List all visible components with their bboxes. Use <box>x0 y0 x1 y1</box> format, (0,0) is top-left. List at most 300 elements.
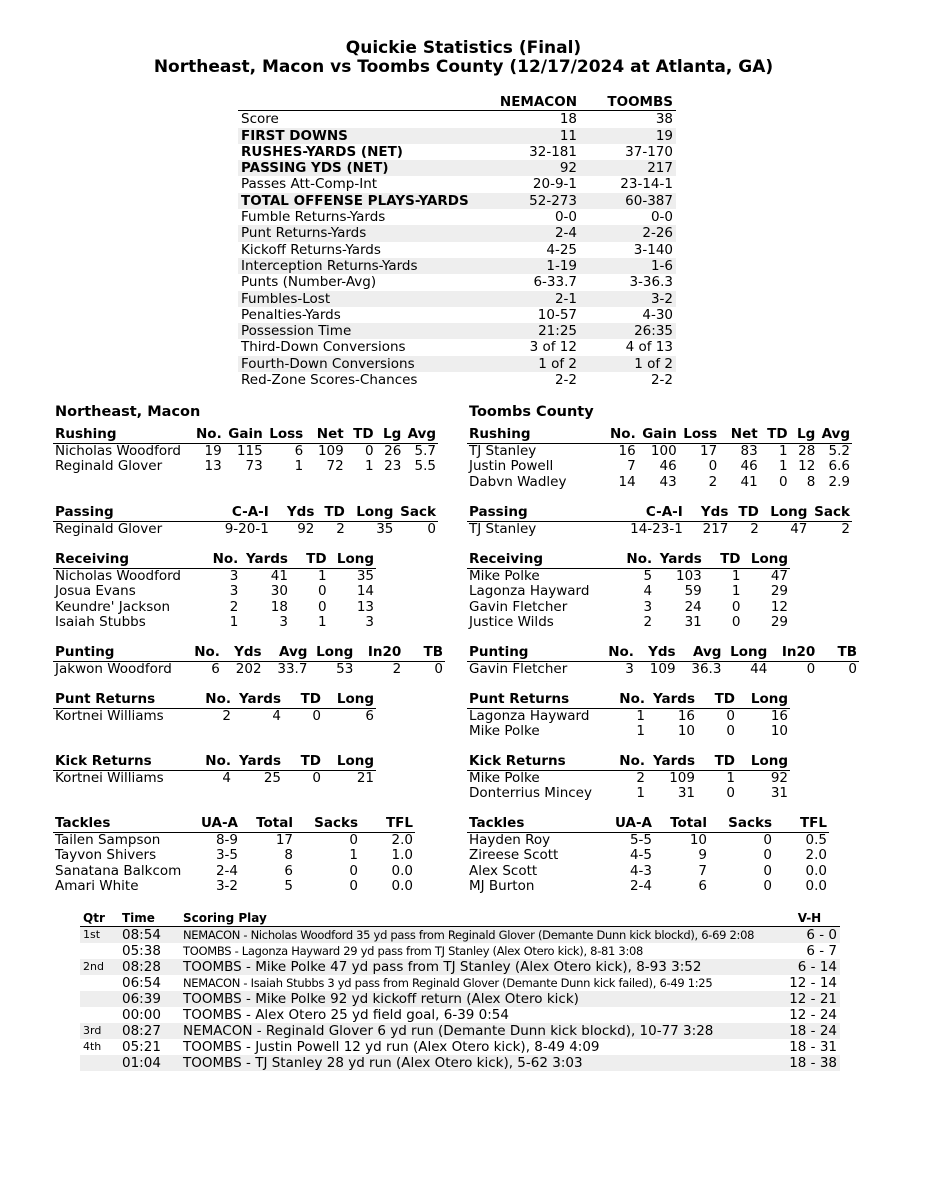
player-row <box>467 443 852 459</box>
stat-header-row <box>53 754 376 770</box>
team-stat-label: Kickoff Returns-Yards <box>241 241 381 258</box>
scoring-quarter: 4th <box>83 1040 102 1053</box>
scoring-score: 6 - 14 <box>779 959 840 975</box>
player-row <box>53 770 376 786</box>
stat-value: 46 <box>740 458 758 475</box>
player-name: Reginald Glover <box>55 458 163 475</box>
stat-value: 35 <box>376 520 394 537</box>
stat-header-cell: TD <box>697 754 737 770</box>
stat-value: 1 <box>779 458 788 475</box>
stat-header-cell: Rushing <box>53 427 192 443</box>
stat-header-cell: No. <box>603 645 636 661</box>
visitor-stat-value: 1 of 2 <box>474 356 580 372</box>
home-stat-value: 1-6 <box>580 258 676 274</box>
stat-value: 92 <box>770 769 788 786</box>
stat-value: 0 <box>806 660 816 677</box>
stat-value: 72 <box>326 458 344 475</box>
player-name: Tailen Sampson <box>55 831 161 848</box>
stat-value: 14 <box>618 473 636 490</box>
stat-value: 100 <box>650 442 677 459</box>
stat-value: 6 <box>284 862 293 879</box>
stat-header-cell: Long <box>323 754 376 770</box>
stat-value: 12 <box>798 458 816 475</box>
player-row <box>467 708 790 724</box>
stat-value: 46 <box>659 458 677 475</box>
stat-value: 2 <box>336 520 345 537</box>
stat-value: 1.0 <box>391 847 413 864</box>
player-name: Gavin Fletcher <box>469 660 568 677</box>
stat-header-cell: Punt Returns <box>467 692 607 708</box>
stat-header-cell: No. <box>607 692 647 708</box>
stat-header-cell: Long <box>761 505 810 521</box>
scoring-header-cell: Time <box>119 910 180 927</box>
scoring-time: 08:54 <box>119 927 180 944</box>
stat-value: 4 <box>222 769 231 786</box>
stat-value: 25 <box>263 769 281 786</box>
stat-header-cell: Yards <box>240 552 290 568</box>
player-name: Kortnei Williams <box>55 707 164 724</box>
stat-value: 29 <box>770 583 788 600</box>
stat-value: 0 <box>763 878 772 895</box>
player-row <box>467 864 829 880</box>
player-name: Justin Powell <box>469 458 554 475</box>
stat-value: 2 <box>636 769 645 786</box>
stat-header-cell: TD <box>760 427 790 443</box>
stat-header-cell: TFL <box>774 816 829 832</box>
player-row <box>53 661 445 677</box>
team-stats-row <box>238 242 676 258</box>
stat-header-cell: UA-A <box>602 816 654 832</box>
stat-header-row <box>467 645 859 661</box>
stat-value: 0 <box>763 862 772 879</box>
scoring-score: 6 - 0 <box>779 927 840 944</box>
stat-value: 0 <box>731 614 741 631</box>
stat-value: 41 <box>740 473 758 490</box>
player-name: Josua Evans <box>55 583 136 600</box>
team-stat-label: PASSING YDS (NET) <box>238 160 474 176</box>
stat-header-cell: Receiving <box>53 552 197 568</box>
stat-value: 3 <box>365 614 374 631</box>
stat-header-row <box>53 692 376 708</box>
player-name: Nicholas Woodford <box>55 442 181 459</box>
team-stat-label: Punts (Number-Avg) <box>241 274 377 291</box>
home-stat-value: 23-14-1 <box>620 176 673 193</box>
stat-value: 2.9 <box>828 473 850 490</box>
team-stat-label: Possession Time <box>238 323 474 339</box>
scoring-play-description: NEMACON - Reginald Glover 6 yd run (Demante Dunn kick blockd), 10-77 3:28 <box>180 1023 779 1039</box>
scoring-time: 00:00 <box>122 1007 161 1023</box>
stat-header-cell: TD <box>704 552 743 568</box>
scoring-header-cell: Qtr <box>80 910 119 927</box>
scoring-play-description: TOOMBS - TJ Stanley 28 yd run (Alex Otero kick), 5-62 3:03 <box>180 1055 779 1071</box>
stat-header-cell: No. <box>610 552 654 568</box>
scoring-score: 6 - 7 <box>806 943 837 959</box>
stat-value: 1 <box>731 583 741 600</box>
scoring-play-description: NEMACON - Nicholas Woodford 35 yd pass from Reginald Glover (Demante Dunn kick blockd), 6-69 2:08 <box>180 927 779 944</box>
stat-value: 3-5 <box>215 847 238 864</box>
stat-header-cell: TFL <box>360 816 415 832</box>
stat-header-cell: Long <box>347 505 396 521</box>
team-stat-label: Score <box>241 111 279 128</box>
stat-header-row <box>53 645 445 661</box>
home-stat-value: 26:35 <box>580 323 676 339</box>
stat-value: 16 <box>677 707 695 724</box>
stat-value: 2 <box>643 614 653 631</box>
stat-value: 1 <box>317 567 327 584</box>
visitor-stat-value: 10-57 <box>537 306 577 323</box>
stat-header-cell: Loss <box>679 427 719 443</box>
stat-header-cell: Long <box>323 692 376 708</box>
visitor-stat-value: 2-2 <box>554 372 577 389</box>
player-name: TJ Stanley <box>469 442 537 459</box>
stat-header-cell: Avg <box>403 427 438 443</box>
stat-value: 5-5 <box>629 831 652 848</box>
team-stats-row <box>238 209 676 225</box>
stat-value: 0 <box>726 723 735 740</box>
stat-header-cell: In20 <box>769 645 817 661</box>
player-row <box>53 459 438 475</box>
scoring-play-row <box>80 1007 840 1023</box>
stat-value: 1 <box>317 614 327 631</box>
team-stats-header-cell <box>238 94 474 111</box>
stat-value: 0.0 <box>391 862 413 879</box>
stat-value: 0.0 <box>391 878 413 895</box>
team-stats-row <box>238 356 676 372</box>
stat-value: 13 <box>204 458 222 475</box>
stat-value: 1 <box>636 707 645 724</box>
stat-header-cell: In20 <box>355 645 403 661</box>
stat-value: 43 <box>659 473 677 490</box>
stat-value: 36.3 <box>691 660 722 677</box>
stat-value: 6 <box>211 660 220 677</box>
team-stats-row <box>238 307 676 323</box>
stat-value: 2.0 <box>391 831 413 848</box>
stat-value: 1 <box>726 769 735 786</box>
stat-header-cell: No. <box>193 692 233 708</box>
player-row <box>467 879 829 895</box>
visitor-stat-value: 92 <box>474 160 580 176</box>
stat-header-cell: Long <box>723 645 769 661</box>
team-stats-row <box>238 176 676 192</box>
stat-header-cell: Passing <box>467 505 614 521</box>
scoring-play-row <box>80 1055 840 1071</box>
scoring-play-description: TOOMBS - Mike Polke 92 yd kickoff return (Alex Otero kick) <box>180 991 779 1007</box>
stat-value: 7 <box>627 458 636 475</box>
home-stat-value: 3-2 <box>580 291 676 307</box>
player-name: Nicholas Woodford <box>55 567 181 584</box>
player-row <box>53 521 438 537</box>
team-stat-label: Fourth-Down Conversions <box>238 356 474 372</box>
visitor-stat-value: 32-181 <box>529 143 577 160</box>
player-name: Sanatana Balkcom <box>55 862 182 879</box>
team-stat-label: TOTAL OFFENSE PLAYS-YARDS <box>238 193 474 209</box>
stat-value: 53 <box>336 660 354 677</box>
stat-value: 83 <box>740 442 758 459</box>
team-stats-row <box>238 193 676 209</box>
stat-header-cell: Loss <box>265 427 305 443</box>
stat-header-cell: Kick Returns <box>467 754 607 770</box>
stat-header-cell: Sack <box>809 505 852 521</box>
team-stat-label: Interception Returns-Yards <box>238 258 474 274</box>
stat-value: 202 <box>235 660 262 677</box>
stat-value: 16 <box>618 442 636 459</box>
stat-header-cell: Lg <box>790 427 818 443</box>
player-name: Kortnei Williams <box>55 769 164 786</box>
scoring-play-row <box>80 991 840 1007</box>
player-name: Mike Polke <box>469 769 540 786</box>
stat-header-cell: Tackles <box>467 816 602 832</box>
player-row <box>467 584 790 600</box>
stat-header-row <box>467 427 852 443</box>
stat-header-cell: Lg <box>376 427 404 443</box>
stat-value: 2-4 <box>629 878 652 895</box>
stat-header-cell: C-A-I <box>200 505 271 521</box>
stat-value: 24 <box>684 598 702 615</box>
stat-value: 109 <box>317 442 344 459</box>
stat-header-cell: TB <box>817 645 859 661</box>
player-name: Isaiah Stubbs <box>55 614 146 631</box>
home-passing-table <box>467 505 852 537</box>
home-stat-value: 2-2 <box>650 372 673 389</box>
player-row <box>53 584 376 600</box>
stat-value: 4 <box>643 583 653 600</box>
stat-header-cell: Long <box>309 645 355 661</box>
team-stat-label: Fumbles-Lost <box>238 291 474 307</box>
stat-value: 0 <box>317 598 327 615</box>
stat-value: 6 <box>698 878 707 895</box>
stat-value: 4-5 <box>629 847 652 864</box>
team-stat-label: Passes Att-Comp-Int <box>241 176 378 193</box>
scoring-score: 12 - 14 <box>789 975 837 991</box>
stat-value: 0 <box>349 878 358 895</box>
stat-value: 0.5 <box>805 831 827 848</box>
stat-header-cell: TD <box>283 754 323 770</box>
stat-value: 1 <box>229 614 239 631</box>
stat-header-cell: Punt Returns <box>53 692 193 708</box>
stat-header-cell: Sacks <box>709 816 774 832</box>
visitor-rushing-table <box>53 427 438 475</box>
stat-header-cell: Yards <box>654 552 704 568</box>
stat-header-cell: Yards <box>647 754 697 770</box>
stat-header-cell: Long <box>737 754 790 770</box>
scoring-quarter <box>80 1055 119 1071</box>
player-row <box>467 521 852 537</box>
team-stat-label: RUSHES-YARDS (NET) <box>241 143 403 160</box>
home-punt-returns-table <box>467 692 790 740</box>
stat-header-cell: No. <box>189 645 222 661</box>
stat-header-cell: Yds <box>271 505 317 521</box>
home-stat-value: 19 <box>580 128 676 144</box>
stat-value: 3 <box>643 598 653 615</box>
stat-header-row <box>53 505 438 521</box>
player-row <box>467 848 829 864</box>
stat-value: 2 <box>750 520 759 537</box>
scoring-header-row <box>80 910 840 927</box>
stat-header-cell: TB <box>403 645 445 661</box>
scoring-score: 18 - 24 <box>779 1023 840 1039</box>
home-stat-value: 37-170 <box>625 143 673 160</box>
scoring-play-row <box>80 975 840 991</box>
stat-header-cell: Net <box>305 427 346 443</box>
stat-value: 0.0 <box>805 862 827 879</box>
scoring-play-row <box>80 943 840 959</box>
scoring-quarter <box>80 991 119 1007</box>
stat-value: 0 <box>779 473 788 490</box>
stat-header-cell: Long <box>743 552 790 568</box>
player-name: Amari White <box>55 878 139 895</box>
player-name: Gavin Fletcher <box>469 598 568 615</box>
stat-header-cell: C-A-I <box>614 505 685 521</box>
home-tackles-table <box>467 816 829 895</box>
stat-value: 92 <box>297 520 315 537</box>
home-stat-value: 2-26 <box>580 225 676 241</box>
scoring-quarter: 3rd <box>80 1023 119 1039</box>
stat-value: 31 <box>770 785 788 802</box>
stat-value: 28 <box>798 442 816 459</box>
player-name: Tayvon Shivers <box>55 847 157 864</box>
player-row <box>53 443 438 459</box>
stat-header-cell: TD <box>290 552 329 568</box>
player-name: Hayden Roy <box>469 831 551 848</box>
stat-value: 0 <box>317 583 327 600</box>
player-name: Mike Polke <box>469 567 540 584</box>
stat-header-cell: No. <box>193 754 233 770</box>
player-name: Justice Wilds <box>469 614 554 631</box>
home-stat-value: 60-387 <box>580 193 676 209</box>
stat-header-row <box>53 816 415 832</box>
visitor-stat-value: 1-19 <box>474 258 580 274</box>
stat-value: 17 <box>275 831 293 848</box>
stat-header-row <box>467 754 790 770</box>
stat-header-cell: Sack <box>395 505 438 521</box>
team-stat-label: FIRST DOWNS <box>238 128 474 144</box>
player-row <box>467 600 790 616</box>
team-stats-row <box>238 274 676 290</box>
scoring-play-row <box>80 1023 840 1039</box>
stat-value: 4-3 <box>629 862 652 879</box>
team-stats-row <box>238 372 676 388</box>
stat-header-cell: Yds <box>685 505 731 521</box>
stat-value: 14 <box>356 583 374 600</box>
stat-value: 3 <box>625 660 634 677</box>
stat-value: 47 <box>790 520 808 537</box>
stat-value: 10 <box>770 723 788 740</box>
stat-value: 2 <box>708 473 718 490</box>
stat-header-cell: Yards <box>233 754 283 770</box>
home-receiving-table <box>467 552 790 631</box>
stat-header-cell: Avg <box>264 645 310 661</box>
stat-header-cell: Net <box>719 427 760 443</box>
player-name: MJ Burton <box>469 878 535 895</box>
visitor-stat-value: 4-25 <box>546 241 577 258</box>
team-stat-label: Penalties-Yards <box>241 306 341 323</box>
stat-value: 41 <box>270 567 288 584</box>
stat-value: 109 <box>669 769 695 786</box>
stat-value: 47 <box>770 567 788 584</box>
scoring-time: 01:04 <box>119 1055 180 1071</box>
team-stats-header-cell: NEMACON <box>474 94 580 111</box>
team-stats-header <box>238 94 676 111</box>
stat-value: 0 <box>365 442 374 459</box>
stat-value: 31 <box>684 614 702 631</box>
player-name: Donterrius Mincey <box>469 785 592 802</box>
stat-header-row <box>467 505 852 521</box>
visitor-stat-value: 6-33.7 <box>533 274 577 291</box>
stat-value: 35 <box>356 567 374 584</box>
stat-value: 21 <box>356 769 374 786</box>
visitor-team-name: Northeast, Macon <box>55 404 201 420</box>
stat-value: 3-2 <box>215 878 238 895</box>
stat-header-cell: Yards <box>233 692 283 708</box>
stat-value: 10 <box>677 723 695 740</box>
stat-value: 0 <box>731 598 741 615</box>
player-row <box>467 724 790 740</box>
player-name: TJ Stanley <box>469 520 537 537</box>
scoring-play-row <box>80 927 840 944</box>
stat-value: 9 <box>698 847 707 864</box>
player-row <box>467 475 852 491</box>
scoring-quarter: 2nd <box>80 959 119 975</box>
team-stats-row <box>238 339 676 355</box>
stat-header-row <box>53 427 438 443</box>
stat-value: 23 <box>384 458 402 475</box>
stat-value: 18 <box>270 598 288 615</box>
stat-value: 0 <box>349 862 358 879</box>
player-name: Lagonza Hayward <box>469 707 590 724</box>
stat-value: 19 <box>204 442 222 459</box>
team-stat-label: Fumble Returns-Yards <box>241 209 386 226</box>
stat-value: 2.0 <box>805 847 827 864</box>
scoring-play-row <box>80 959 840 975</box>
stat-value: 1 <box>349 847 358 864</box>
stat-header-cell: Gain <box>638 427 679 443</box>
stat-header-cell: Kick Returns <box>53 754 193 770</box>
stat-value: 2 <box>229 598 239 615</box>
stat-value: 0 <box>848 660 857 677</box>
stat-value: 0 <box>312 769 321 786</box>
team-stats-row <box>238 225 676 241</box>
stat-value: 0 <box>427 520 436 537</box>
player-name: Zireese Scott <box>469 847 559 864</box>
stat-header-cell: TD <box>697 692 737 708</box>
player-row <box>467 786 790 802</box>
home-stat-value: 1 of 2 <box>580 356 676 372</box>
stat-header-cell: No. <box>607 754 647 770</box>
team-stats-row <box>238 111 676 128</box>
stat-value: 8-9 <box>215 831 238 848</box>
scoring-time: 06:54 <box>122 975 161 991</box>
visitor-stat-value: 0-0 <box>554 209 577 226</box>
team-stats-row <box>238 258 676 274</box>
scoring-time: 06:39 <box>119 991 180 1007</box>
stat-header-row <box>467 552 790 568</box>
team-stat-label: Third-Down Conversions <box>241 339 406 356</box>
report-title: Quickie Statistics (Final) <box>345 38 582 58</box>
stat-value: 1 <box>365 458 374 475</box>
visitor-kick-returns-table <box>53 754 376 786</box>
player-name: Reginald Glover <box>55 520 163 537</box>
stat-value: 1 <box>731 567 741 584</box>
stat-header-cell: Avg <box>678 645 724 661</box>
home-stat-value: 3-36.3 <box>629 274 673 291</box>
stat-header-cell: Gain <box>224 427 265 443</box>
player-row <box>53 568 376 584</box>
stat-value: 217 <box>702 520 729 537</box>
scoring-quarter <box>80 943 119 959</box>
home-stat-value: 38 <box>655 111 673 128</box>
stat-value: 59 <box>684 583 702 600</box>
visitor-stat-value: 2-4 <box>474 225 580 241</box>
